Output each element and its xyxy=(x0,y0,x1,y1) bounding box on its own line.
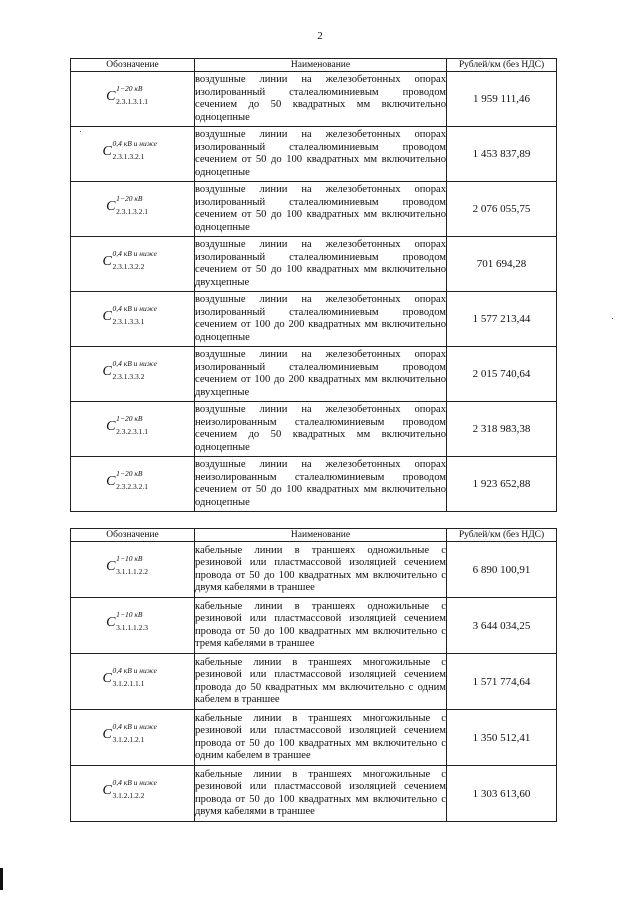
tariff-symbol xyxy=(102,778,162,804)
page-number: 2 xyxy=(317,30,323,42)
tariff-letter: C xyxy=(106,615,116,630)
tariff-letter: C xyxy=(106,198,116,214)
line-description-cell: воздушные линии на железобетонных опорах изолированный сталеалюминиевым проводом сечением от 100 до 200 квадратных мм включительно двухцепные xyxy=(195,347,447,402)
designation-cell xyxy=(71,710,195,766)
code-subscript: 2.3.1.3.2.2 xyxy=(112,261,145,271)
tariff-symbol xyxy=(102,722,162,748)
table-row xyxy=(71,598,557,654)
code-subscript: 3.1.1.1.2.2 xyxy=(116,567,149,576)
table-row xyxy=(71,766,557,822)
code-subscript: 3.1.2.1.2.1 xyxy=(112,735,145,744)
scan-speck xyxy=(612,318,613,319)
cable-lines-table xyxy=(70,528,557,822)
voltage-superscript: 1−20 кВ xyxy=(116,193,143,203)
tariff-symbol xyxy=(106,84,159,110)
table-row xyxy=(71,402,557,457)
tariff-letter: C xyxy=(102,671,112,686)
voltage-superscript: 0,4 кВ и ниже xyxy=(112,358,157,368)
voltage-superscript: 0,4 кВ и ниже xyxy=(112,303,157,313)
tariff-symbol xyxy=(102,304,162,330)
voltage-superscript: 1−20 кВ xyxy=(116,83,143,93)
code-subscript: 2.3.1.3.2.1 xyxy=(116,206,149,216)
table-row xyxy=(71,457,557,512)
line-description-cell: кабельные линии в траншеях многожильные с резиновой или пластмассовой изоляцией сечением провода от 50 до 100 квадратных мм включительно с одним кабелем в траншее xyxy=(195,710,447,766)
scan-margin-mark xyxy=(0,868,3,890)
line-description-cell: воздушные линии на железобетонных опорах изолированный сталеалюминиевым проводом сечением от 50 до 100 квадратных мм включительно одноцепные xyxy=(195,127,447,182)
designation-cell xyxy=(71,542,195,598)
price-cell: 1 959 111,46 xyxy=(447,72,557,127)
table-row xyxy=(71,72,557,127)
voltage-superscript: 0,4 кВ и ниже xyxy=(112,778,157,787)
line-description-cell: воздушные линии на железобетонных опорах неизолированным сталеалюминиевым проводом сечением до 50 квадратных мм включительно одноцепные xyxy=(195,402,447,457)
designation-cell xyxy=(71,402,195,457)
designation-cell xyxy=(71,654,195,710)
code-subscript: 3.1.1.1.2.3 xyxy=(116,623,149,632)
tariff-symbol xyxy=(102,359,162,385)
overhead-lines-table xyxy=(70,58,557,512)
designation-cell xyxy=(71,598,195,654)
code-subscript: 2.3.1.3.3.1 xyxy=(112,316,145,326)
voltage-superscript: 0,4 кВ и ниже xyxy=(112,248,157,258)
price-cell: 1 350 512,41 xyxy=(447,710,557,766)
table-header-row xyxy=(71,529,557,542)
line-description-cell: воздушные линии на железобетонных опорах изолированный сталеалюминиевым проводом сечением до 50 квадратных мм включительно одноцепные xyxy=(195,72,447,127)
code-subscript: 3.1.2.1.2.2 xyxy=(112,791,145,800)
tariff-letter: C xyxy=(102,727,112,742)
table-row xyxy=(71,127,557,182)
tariff-letter: C xyxy=(102,143,112,159)
code-subscript: 2.3.1.3.2.1 xyxy=(112,151,145,161)
header-price: Рублей/км (без НДС) xyxy=(447,59,557,72)
header-code: Обозначение xyxy=(71,59,195,72)
tariff-symbol xyxy=(102,666,162,692)
designation-cell xyxy=(71,766,195,822)
scan-speck xyxy=(80,131,81,132)
code-subscript: 3.1.2.1.1.1 xyxy=(112,679,145,688)
tariff-letter: C xyxy=(106,418,116,434)
tariff-symbol xyxy=(102,139,162,165)
price-cell: 2 015 740,64 xyxy=(447,347,557,402)
voltage-superscript: 1−10 кВ xyxy=(116,610,143,619)
tariff-symbol xyxy=(106,469,159,495)
price-cell: 2 318 983,38 xyxy=(447,402,557,457)
price-cell: 1 571 774,64 xyxy=(447,654,557,710)
table-row xyxy=(71,182,557,237)
designation-cell xyxy=(71,347,195,402)
table-header-row xyxy=(71,59,557,72)
voltage-superscript: 1−10 кВ xyxy=(116,554,143,563)
table-row xyxy=(71,347,557,402)
price-cell: 1 923 652,88 xyxy=(447,457,557,512)
designation-cell xyxy=(71,457,195,512)
designation-cell xyxy=(71,237,195,292)
tariff-letter: C xyxy=(102,253,112,269)
designation-cell xyxy=(71,72,195,127)
price-cell: 1 303 613,60 xyxy=(447,766,557,822)
designation-cell xyxy=(71,292,195,347)
price-cell: 701 694,28 xyxy=(447,237,557,292)
tariff-letter: C xyxy=(106,559,116,574)
tariff-symbol xyxy=(106,554,159,580)
tariff-letter: C xyxy=(106,88,116,104)
line-description-cell: воздушные линии на железобетонных опорах неизолированным сталеалюминиевым проводом сечением от 50 до 100 квадратных мм включительно одноцепные xyxy=(195,457,447,512)
line-description-cell: кабельные линии в траншеях многожильные с резиновой или пластмассовой изоляцией сечением провода до 50 квадратных мм включительно с одним кабелем в траншее xyxy=(195,654,447,710)
price-cell: 3 644 034,25 xyxy=(447,598,557,654)
code-subscript: 2.3.2.3.1.1 xyxy=(116,426,149,436)
voltage-superscript: 1−20 кВ xyxy=(116,413,143,423)
tariff-letter: C xyxy=(102,363,112,379)
line-description-cell: кабельные линии в траншеях одножильные с резиновой или пластмассовой изоляцией сечением провода от 50 до 100 квадратных мм включительно с тремя кабелями в траншее xyxy=(195,598,447,654)
price-cell: 1 577 213,44 xyxy=(447,292,557,347)
tariff-symbol xyxy=(106,414,159,440)
tariff-letter: C xyxy=(106,473,116,489)
line-description-cell: воздушные линии на железобетонных опорах изолированный сталеалюминиевым проводом сечением от 50 до 100 квадратных мм включительно двухцепные xyxy=(195,237,447,292)
voltage-superscript: 1−20 кВ xyxy=(116,468,143,478)
header-name: Наименование xyxy=(195,59,447,72)
table-row xyxy=(71,237,557,292)
table-row xyxy=(71,292,557,347)
voltage-superscript: 0,4 кВ и ниже xyxy=(112,666,157,675)
designation-cell xyxy=(71,127,195,182)
tariff-letter: C xyxy=(102,308,112,324)
line-description-cell: воздушные линии на железобетонных опорах изолированный сталеалюминиевым проводом сечением от 50 до 100 квадратных мм включительно одноцепные xyxy=(195,182,447,237)
code-subscript: 2.3.2.3.2.1 xyxy=(116,481,149,491)
voltage-superscript: 0,4 кВ и ниже xyxy=(112,138,157,148)
tariff-symbol xyxy=(106,194,159,220)
code-subscript: 2.3.1.3.1.1 xyxy=(116,96,149,106)
header-code: Обозначение xyxy=(71,529,195,542)
line-description-cell: кабельные линии в траншеях одножильные с резиновой или пластмассовой изоляцией сечением провода от 50 до 100 квадратных мм включительно с двумя кабелями в траншее xyxy=(195,542,447,598)
line-description-cell: кабельные линии в траншеях многожильные с резиновой или пластмассовой изоляцией сечением провода от 50 до 100 квадратных мм включительно с двумя кабелями в траншее xyxy=(195,766,447,822)
line-description-cell: воздушные линии на железобетонных опорах изолированный сталеалюминиевым проводом сечением от 100 до 200 квадратных мм включительно одноцепные xyxy=(195,292,447,347)
table-row xyxy=(71,654,557,710)
tariff-letter: C xyxy=(102,783,112,798)
price-cell: 1 453 837,89 xyxy=(447,127,557,182)
tariff-symbol xyxy=(106,610,159,636)
header-name: Наименование xyxy=(195,529,447,542)
price-cell: 6 890 100,91 xyxy=(447,542,557,598)
tariff-symbol xyxy=(102,249,162,275)
table-row xyxy=(71,710,557,766)
designation-cell xyxy=(71,182,195,237)
voltage-superscript: 0,4 кВ и ниже xyxy=(112,722,157,731)
code-subscript: 2.3.1.3.3.2 xyxy=(112,371,145,381)
price-cell: 2 076 055,75 xyxy=(447,182,557,237)
table-row xyxy=(71,542,557,598)
header-price: Рублей/км (без НДС) xyxy=(447,529,557,542)
